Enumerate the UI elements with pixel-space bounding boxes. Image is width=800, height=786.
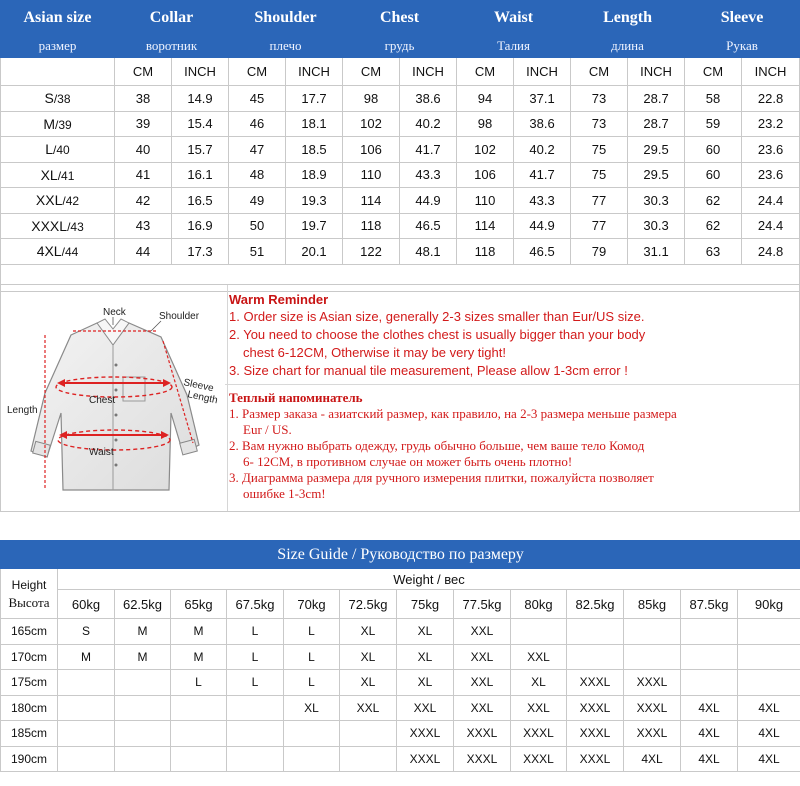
recommended-size-cell: L <box>284 619 340 645</box>
size-guide-title-sep: / <box>347 545 361 563</box>
size-row <box>1 111 800 137</box>
col-header-collar-ru: воротник <box>115 35 229 58</box>
recommended-size-cell: M <box>171 644 227 670</box>
reminder-line-ru-2b: 6- 12CM, в противном случае он может быть очень плотно! <box>243 454 573 469</box>
measure-cell: 42 <box>115 188 172 214</box>
measure-cell: 16.9 <box>172 213 229 239</box>
measure-cell: 20.1 <box>286 239 343 265</box>
unit-cm: CM <box>343 58 400 86</box>
recommended-size-cell: 4XL <box>624 746 681 772</box>
size-row <box>1 137 800 163</box>
size-eu-label: /42 <box>62 194 80 209</box>
recommended-size-cell <box>681 619 738 645</box>
measure-cell: 60 <box>685 162 742 188</box>
weights-row <box>1 590 800 619</box>
recommended-size-cell: XL <box>397 670 454 696</box>
recommended-size-cell: 4XL <box>681 721 738 747</box>
col-header-length: Length <box>571 1 685 36</box>
measure-cell: 23.6 <box>742 162 800 188</box>
size-cell <box>1 162 115 188</box>
size-row <box>1 213 800 239</box>
measure-cell: 122 <box>343 239 400 265</box>
size-eu-label: /39 <box>54 117 72 132</box>
size-eu-label: /44 <box>61 245 79 260</box>
recommended-size-cell: L <box>227 670 284 696</box>
recommended-size-cell <box>58 721 115 747</box>
measure-cell: 44 <box>115 239 172 265</box>
measure-cell: 15.7 <box>172 137 229 163</box>
size-cell <box>1 111 115 137</box>
measure-cell: 77 <box>571 188 628 214</box>
col-header-size: Asian size <box>1 1 115 36</box>
recommended-size-cell <box>681 644 738 670</box>
recommended-size-cell: 4XL <box>738 695 800 721</box>
recommended-size-cell <box>227 695 284 721</box>
measure-cell: 30.3 <box>628 213 685 239</box>
recommended-size-cell: M <box>58 644 115 670</box>
reminder-line-ru-2: 2. Вам нужно выбрать одежду, грудь обычно больше, чем ваше тело Комод <box>229 438 645 453</box>
unit-cm: CM <box>685 58 742 86</box>
weight-cell: 70kg <box>284 590 340 619</box>
measure-cell: 98 <box>343 86 400 112</box>
recommended-size-cell: XXXL <box>624 721 681 747</box>
measure-cell: 28.7 <box>628 111 685 137</box>
measure-cell: 49 <box>229 188 286 214</box>
recommended-size-cell <box>115 721 171 747</box>
measure-cell: 17.7 <box>286 86 343 112</box>
measure-cell: 24.4 <box>742 188 800 214</box>
height-cell: 175cm <box>1 670 58 696</box>
size-label: 4XL <box>36 243 62 260</box>
measure-cell: 114 <box>343 188 400 214</box>
reminder-divider <box>225 384 799 385</box>
measure-cell: 60 <box>685 137 742 163</box>
recommended-size-cell: XXXL <box>511 746 567 772</box>
height-header <box>1 569 58 619</box>
recommended-size-cell <box>115 695 171 721</box>
diagram-label-sleeve-length: Length <box>186 389 219 407</box>
measure-cell: 31.1 <box>628 239 685 265</box>
recommended-size-cell <box>227 746 284 772</box>
measure-cell: 48.1 <box>400 239 457 265</box>
measure-cell: 24.4 <box>742 213 800 239</box>
measure-cell: 41.7 <box>514 162 571 188</box>
recommended-size-cell <box>567 644 624 670</box>
recommended-size-cell: XXXL <box>567 670 624 696</box>
diagram-label-shoulder: Shoulder <box>159 311 200 322</box>
size-eu-label: /43 <box>67 219 84 234</box>
col-header-size-ru: размер <box>1 35 115 58</box>
height-cell: 180cm <box>1 695 58 721</box>
size-cell <box>1 188 115 214</box>
guide-row <box>1 644 800 670</box>
col-header-sleeve-ru: Рукав <box>685 35 800 58</box>
measure-cell: 40.2 <box>400 111 457 137</box>
size-guide-title-ru: Руководство по размеру <box>360 545 524 563</box>
size-cell <box>1 86 115 112</box>
recommended-size-cell: XXL <box>511 695 567 721</box>
recommended-size-cell: XXXL <box>624 670 681 696</box>
recommended-size-cell <box>171 746 227 772</box>
measure-cell: 29.5 <box>628 162 685 188</box>
recommended-size-cell: XL <box>284 695 340 721</box>
height-label-ru: Высота <box>8 594 50 610</box>
measure-cell: 77 <box>571 213 628 239</box>
recommended-size-cell <box>567 619 624 645</box>
col-header-chest: Chest <box>343 1 457 36</box>
recommended-size-cell: XXXL <box>624 695 681 721</box>
size-label: L <box>45 141 54 158</box>
weight-cell: 72.5kg <box>340 590 397 619</box>
weight-cell: 90kg <box>738 590 800 619</box>
unit-cm: CM <box>571 58 628 86</box>
size-cell <box>1 213 115 239</box>
measure-cell: 62 <box>685 188 742 214</box>
size-label: XXL <box>35 192 63 209</box>
height-cell: 185cm <box>1 721 58 747</box>
measure-cell: 39 <box>115 111 172 137</box>
weight-cell: 77.5kg <box>454 590 511 619</box>
measure-cell: 102 <box>457 137 514 163</box>
measure-cell: 44.9 <box>400 188 457 214</box>
measure-cell: 18.5 <box>286 137 343 163</box>
col-header-waist: Waist <box>457 1 571 36</box>
recommended-size-cell: L <box>284 644 340 670</box>
measure-cell: 30.3 <box>628 188 685 214</box>
recommended-size-cell: M <box>115 619 171 645</box>
measure-cell: 16.5 <box>172 188 229 214</box>
weight-cell: 60kg <box>58 590 115 619</box>
measure-cell: 22.8 <box>742 86 800 112</box>
recommended-size-cell: L <box>227 619 284 645</box>
col-header-chest-ru: грудь <box>343 35 457 58</box>
measure-cell: 43.3 <box>514 188 571 214</box>
measure-cell: 38.6 <box>514 111 571 137</box>
measure-cell: 37.1 <box>514 86 571 112</box>
recommended-size-cell: XXXL <box>567 746 624 772</box>
measure-cell: 51 <box>229 239 286 265</box>
size-row <box>1 86 800 112</box>
measure-cell: 28.7 <box>628 86 685 112</box>
shirt-diagram-icon <box>1 285 227 511</box>
unit-cm: CM <box>457 58 514 86</box>
recommended-size-cell <box>624 644 681 670</box>
size-guide-table <box>0 540 800 772</box>
size-eu-label: /38 <box>53 92 71 107</box>
recommended-size-cell <box>340 746 397 772</box>
weight-cell: 65kg <box>171 590 227 619</box>
weight-cell: 87.5kg <box>681 590 738 619</box>
measure-cell: 24.8 <box>742 239 800 265</box>
recommended-size-cell: XL <box>340 644 397 670</box>
unit-inch: INCH <box>400 58 457 86</box>
recommended-size-cell: XXXL <box>454 746 511 772</box>
recommended-size-cell: XL <box>397 644 454 670</box>
recommended-size-cell: XL <box>397 619 454 645</box>
measure-cell: 43 <box>115 213 172 239</box>
size-eu-label: /40 <box>53 143 70 158</box>
measure-cell: 118 <box>343 213 400 239</box>
recommended-size-cell: XXL <box>454 695 511 721</box>
recommended-size-cell: XL <box>340 619 397 645</box>
guide-row <box>1 721 800 747</box>
height-label: Height <box>11 577 47 592</box>
measure-cell: 118 <box>457 239 514 265</box>
unit-cm: CM <box>115 58 172 86</box>
size-eu-label: /41 <box>57 168 75 183</box>
reminder-line-ru-1: 1. Размер заказа - азиатский размер, как правило, на 2-3 размера меньше размера <box>229 406 677 421</box>
recommended-size-cell: S <box>58 619 115 645</box>
measure-cell: 40.2 <box>514 137 571 163</box>
measure-cell: 41.7 <box>400 137 457 163</box>
diagram-label-length: Length <box>7 405 38 416</box>
recommended-size-cell: 4XL <box>681 695 738 721</box>
recommended-size-cell <box>340 721 397 747</box>
units-blank <box>1 58 115 86</box>
recommended-size-cell <box>511 619 567 645</box>
measure-cell: 63 <box>685 239 742 265</box>
reminder-line-ru-3b: ошибке 1-3cm! <box>243 486 326 501</box>
measure-cell: 46 <box>229 111 286 137</box>
weight-cell: 75kg <box>397 590 454 619</box>
recommended-size-cell <box>738 644 800 670</box>
measure-cell: 50 <box>229 213 286 239</box>
size-row <box>1 239 800 265</box>
measure-cell: 14.9 <box>172 86 229 112</box>
measure-cell: 73 <box>571 86 628 112</box>
measure-cell: 38.6 <box>400 86 457 112</box>
measure-cell: 45 <box>229 86 286 112</box>
weight-cell: 82.5kg <box>567 590 624 619</box>
measure-cell: 18.9 <box>286 162 343 188</box>
measure-cell: 58 <box>685 86 742 112</box>
diagram-label-waist: Waist <box>89 447 114 458</box>
measure-cell: 43.3 <box>400 162 457 188</box>
measure-cell: 75 <box>571 137 628 163</box>
recommended-size-cell <box>115 670 171 696</box>
measure-cell: 23.6 <box>742 137 800 163</box>
col-header-sleeve: Sleeve <box>685 1 800 36</box>
warm-reminder-panel <box>0 284 800 512</box>
guide-row <box>1 695 800 721</box>
recommended-size-cell <box>58 670 115 696</box>
diagram-label-sleeve: Sleeve <box>182 377 215 395</box>
reminder-title-ru: Теплый напоминатель <box>229 390 363 405</box>
col-header-shoulder: Shoulder <box>229 1 343 36</box>
size-row <box>1 162 800 188</box>
weight-label: Weight / вес <box>58 569 800 590</box>
size-cell <box>1 137 115 163</box>
recommended-size-cell: XXL <box>454 670 511 696</box>
measure-cell: 46.5 <box>400 213 457 239</box>
measure-cell: 102 <box>343 111 400 137</box>
recommended-size-cell: XL <box>340 670 397 696</box>
measure-cell: 73 <box>571 111 628 137</box>
recommended-size-cell <box>115 746 171 772</box>
size-label: XXXL <box>31 217 68 234</box>
size-chart-table <box>0 0 800 292</box>
measure-cell: 15.4 <box>172 111 229 137</box>
measure-cell: 23.2 <box>742 111 800 137</box>
recommended-size-cell: 4XL <box>738 746 800 772</box>
recommended-size-cell <box>738 619 800 645</box>
measure-cell: 16.1 <box>172 162 229 188</box>
col-header-length-ru: длина <box>571 35 685 58</box>
measure-cell: 19.7 <box>286 213 343 239</box>
col-header-collar: Collar <box>115 1 229 36</box>
measure-cell: 19.3 <box>286 188 343 214</box>
recommended-size-cell: XXXL <box>567 721 624 747</box>
reminder-line-en-2b: chest 6-12CM, Otherwise it may be very tight! <box>243 345 506 360</box>
weight-header-row <box>1 569 800 590</box>
weight-cell: 85kg <box>624 590 681 619</box>
size-label: XL <box>40 166 58 183</box>
size-label: S <box>44 90 54 107</box>
recommended-size-cell <box>681 670 738 696</box>
unit-inch: INCH <box>286 58 343 86</box>
measure-cell: 59 <box>685 111 742 137</box>
measure-cell: 110 <box>343 162 400 188</box>
guide-row <box>1 746 800 772</box>
recommended-size-cell: XXL <box>511 644 567 670</box>
measure-cell: 106 <box>457 162 514 188</box>
diagram-label-chest: Chest <box>89 395 116 406</box>
recommended-size-cell <box>171 695 227 721</box>
guide-row <box>1 670 800 696</box>
reminder-line-ru-3: 3. Диаграмма размера для ручного измерения плитки, пожалуйста позволяет <box>229 470 654 485</box>
recommended-size-cell: XXL <box>454 619 511 645</box>
recommended-size-cell: 4XL <box>681 746 738 772</box>
size-label: M <box>43 115 55 132</box>
reminder-line-en-1: 1. Order size is Asian size, generally 2-3 sizes smaller than Eur/US size. <box>229 309 645 324</box>
reminder-line-ru-1b: Eur / US. <box>243 422 292 437</box>
recommended-size-cell: XXL <box>454 644 511 670</box>
reminder-line-en-3: 3. Size chart for manual tile measurement, Please allow 1-3cm error ! <box>229 363 628 378</box>
header-row-ru <box>1 35 800 58</box>
measure-cell: 44.9 <box>514 213 571 239</box>
measure-cell: 29.5 <box>628 137 685 163</box>
header-row-en <box>1 1 800 36</box>
measure-cell: 17.3 <box>172 239 229 265</box>
recommended-size-cell: L <box>171 670 227 696</box>
height-cell: 170cm <box>1 644 58 670</box>
size-row <box>1 188 800 214</box>
col-header-waist-ru: Талия <box>457 35 571 58</box>
size-cell <box>1 239 115 265</box>
unit-inch: INCH <box>514 58 571 86</box>
recommended-size-cell: 4XL <box>738 721 800 747</box>
measure-cell: 98 <box>457 111 514 137</box>
measure-cell: 41 <box>115 162 172 188</box>
recommended-size-cell: XL <box>511 670 567 696</box>
weight-cell: 67.5kg <box>227 590 284 619</box>
diagram-label-neck: Neck <box>103 307 126 318</box>
weight-cell: 80kg <box>511 590 567 619</box>
recommended-size-cell <box>624 619 681 645</box>
measure-cell: 62 <box>685 213 742 239</box>
measure-cell: 114 <box>457 213 514 239</box>
size-guide-title-row <box>1 541 800 569</box>
measure-cell: 106 <box>343 137 400 163</box>
col-header-shoulder-ru: плечо <box>229 35 343 58</box>
measure-cell: 18.1 <box>286 111 343 137</box>
unit-cm: CM <box>229 58 286 86</box>
recommended-size-cell: XXXL <box>397 746 454 772</box>
recommended-size-cell <box>227 721 284 747</box>
recommended-size-cell <box>284 721 340 747</box>
recommended-size-cell: L <box>227 644 284 670</box>
measure-cell: 79 <box>571 239 628 265</box>
recommended-size-cell: XXXL <box>454 721 511 747</box>
measure-cell: 75 <box>571 162 628 188</box>
recommended-size-cell <box>171 721 227 747</box>
reminder-line-en-2: 2. You need to choose the clothes chest is usually bigger than your body <box>229 327 646 342</box>
measure-cell: 40 <box>115 137 172 163</box>
measure-cell: 94 <box>457 86 514 112</box>
recommended-size-cell: M <box>171 619 227 645</box>
measure-cell: 47 <box>229 137 286 163</box>
guide-row <box>1 619 800 645</box>
reminder-notes <box>229 291 795 502</box>
unit-inch: INCH <box>628 58 685 86</box>
recommended-size-cell <box>58 695 115 721</box>
measure-cell: 48 <box>229 162 286 188</box>
recommended-size-cell <box>738 670 800 696</box>
shirt-measurement-diagram <box>1 285 228 511</box>
measure-cell: 46.5 <box>514 239 571 265</box>
recommended-size-cell: XXXL <box>511 721 567 747</box>
recommended-size-cell <box>284 746 340 772</box>
unit-inch: INCH <box>172 58 229 86</box>
recommended-size-cell: M <box>115 644 171 670</box>
reminder-title-en: Warm Reminder <box>229 292 329 307</box>
units-row <box>1 58 800 86</box>
recommended-size-cell: XXXL <box>567 695 624 721</box>
recommended-size-cell <box>58 746 115 772</box>
unit-inch: INCH <box>742 58 800 86</box>
recommended-size-cell: XXL <box>340 695 397 721</box>
size-guide-title-en: Size Guide <box>277 545 348 563</box>
measure-cell: 38 <box>115 86 172 112</box>
height-cell: 190cm <box>1 746 58 772</box>
height-cell: 165cm <box>1 619 58 645</box>
weight-cell: 62.5kg <box>115 590 171 619</box>
recommended-size-cell: XXL <box>397 695 454 721</box>
recommended-size-cell: XXXL <box>397 721 454 747</box>
measure-cell: 110 <box>457 188 514 214</box>
recommended-size-cell: L <box>284 670 340 696</box>
size-guide-title <box>1 541 800 569</box>
